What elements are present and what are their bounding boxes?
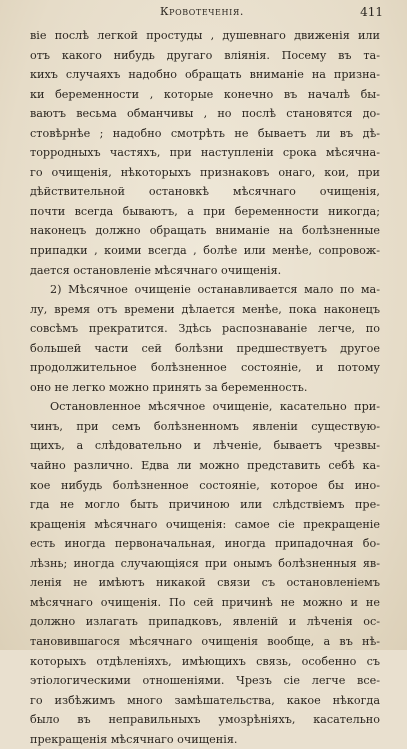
text-line: гда не могло быть причиною или слѣдствіемъ пре- bbox=[30, 498, 380, 512]
paragraph bbox=[30, 397, 380, 749]
text-line: было въ неправильныхъ умозрѣніяхъ, касательно bbox=[30, 713, 380, 727]
text-line: 2) Мѣсячное очищеніе останавливается мало по ма- bbox=[50, 283, 380, 297]
text-line: прекращенія мѣсячнаго очищенія. bbox=[30, 732, 238, 746]
text-line: есть иногда первоначальная, иногда припадочная бо- bbox=[30, 537, 380, 551]
text-line: этіологическими отношеніями. Чрезъ сіе легче все- bbox=[30, 674, 380, 688]
text-line: торродныхъ частяхъ, при наступленіи срока мѣсячна- bbox=[30, 146, 380, 160]
text-line: лѣзнь; иногда случающіяся при онымъ болѣзненныя яв- bbox=[30, 556, 380, 570]
text-line: дѣйствительной остановкѣ мѣсячнаго очищенія, bbox=[30, 185, 380, 199]
text-line: продолжительное болѣзненное состояніе, и потому bbox=[30, 361, 380, 375]
text-line: лу, время отъ времени дѣлается менѣе, пока наконецъ bbox=[30, 302, 380, 316]
text-line: наконецъ должно обращать вниманіе на болѣзненные bbox=[30, 224, 380, 238]
text-line: припадки , коими всегда , болѣе или менѣе, сопровож- bbox=[30, 244, 380, 258]
text-line: отъ какого нибудь другаго вліянія. Посему въ та- bbox=[30, 48, 380, 62]
text-line: оно не легко можно принять за беременность. bbox=[30, 380, 308, 394]
text-line: стовѣрнѣе ; надобно смотрѣть не бываетъ ли въ дѣ- bbox=[30, 126, 380, 140]
text-line: щихъ, а слѣдовательно и лѣченіе, бываетъ чрезвы- bbox=[30, 439, 380, 453]
text-line: чайно различно. Едва ли можно представить себѣ ка- bbox=[30, 459, 380, 473]
text-line: тановившагося мѣсячнаго очищенія вообще, а въ нѣ- bbox=[30, 634, 380, 648]
text-line: которыхъ отдѣленіяхъ, имѣющихъ связь, особенно съ bbox=[30, 654, 380, 668]
text-line: віе послѣ легкой простуды , душевнаго движенія или bbox=[30, 29, 380, 42]
paragraph bbox=[30, 26, 380, 280]
text-line: совсѣмъ прекратится. Здѣсь распознаваніе легче, по bbox=[30, 322, 380, 336]
text-line: почти всегда бываютъ, а при беременности никогда; bbox=[30, 204, 380, 218]
text-line: мѣсячнаго очищенія. По сей причинѣ не можно и не bbox=[30, 595, 380, 609]
page-number: 411 bbox=[360, 5, 383, 19]
text-line: кихъ случаяхъ надобно обращать вниманіе на призна- bbox=[30, 68, 380, 82]
text-line: должно излагать припадковъ, явленій и лѣченія ос- bbox=[30, 615, 380, 629]
text-line: ваютъ весьма обманчивы , но послѣ становятся до- bbox=[30, 107, 380, 121]
running-head: Кровотеченія. bbox=[160, 5, 244, 18]
text-line: большей части сей болѣзни предшествуетъ другое bbox=[30, 341, 380, 355]
text-line: го избѣжимъ много замѣшательства, какое нѣкогда bbox=[30, 693, 380, 707]
body-text bbox=[30, 26, 380, 749]
page-header bbox=[0, 3, 407, 21]
text-line: Остановленное мѣсячное очищеніе, касательно при- bbox=[50, 400, 380, 414]
text-line: чинъ, при семъ болѣзненномъ явленіи существую- bbox=[30, 419, 380, 433]
text-line: го очищенія, нѣкоторыхъ признаковъ онаго, кои, при bbox=[30, 165, 380, 179]
text-line: дается остановленіе мѣсячнаго очищенія. bbox=[30, 263, 282, 277]
text-line: ки беременности , которые конечно въ началѣ бы- bbox=[30, 87, 380, 101]
text-line: ленія не имѣютъ никакой связи съ остановленіемъ bbox=[30, 576, 380, 590]
paragraph bbox=[30, 280, 380, 397]
text-line: кращенія мѣсячнаго очищенія: самое сіе прекращеніе bbox=[30, 517, 380, 531]
text-line: кое нибудь болѣзненное состояніе, которое бы ино- bbox=[30, 478, 380, 492]
